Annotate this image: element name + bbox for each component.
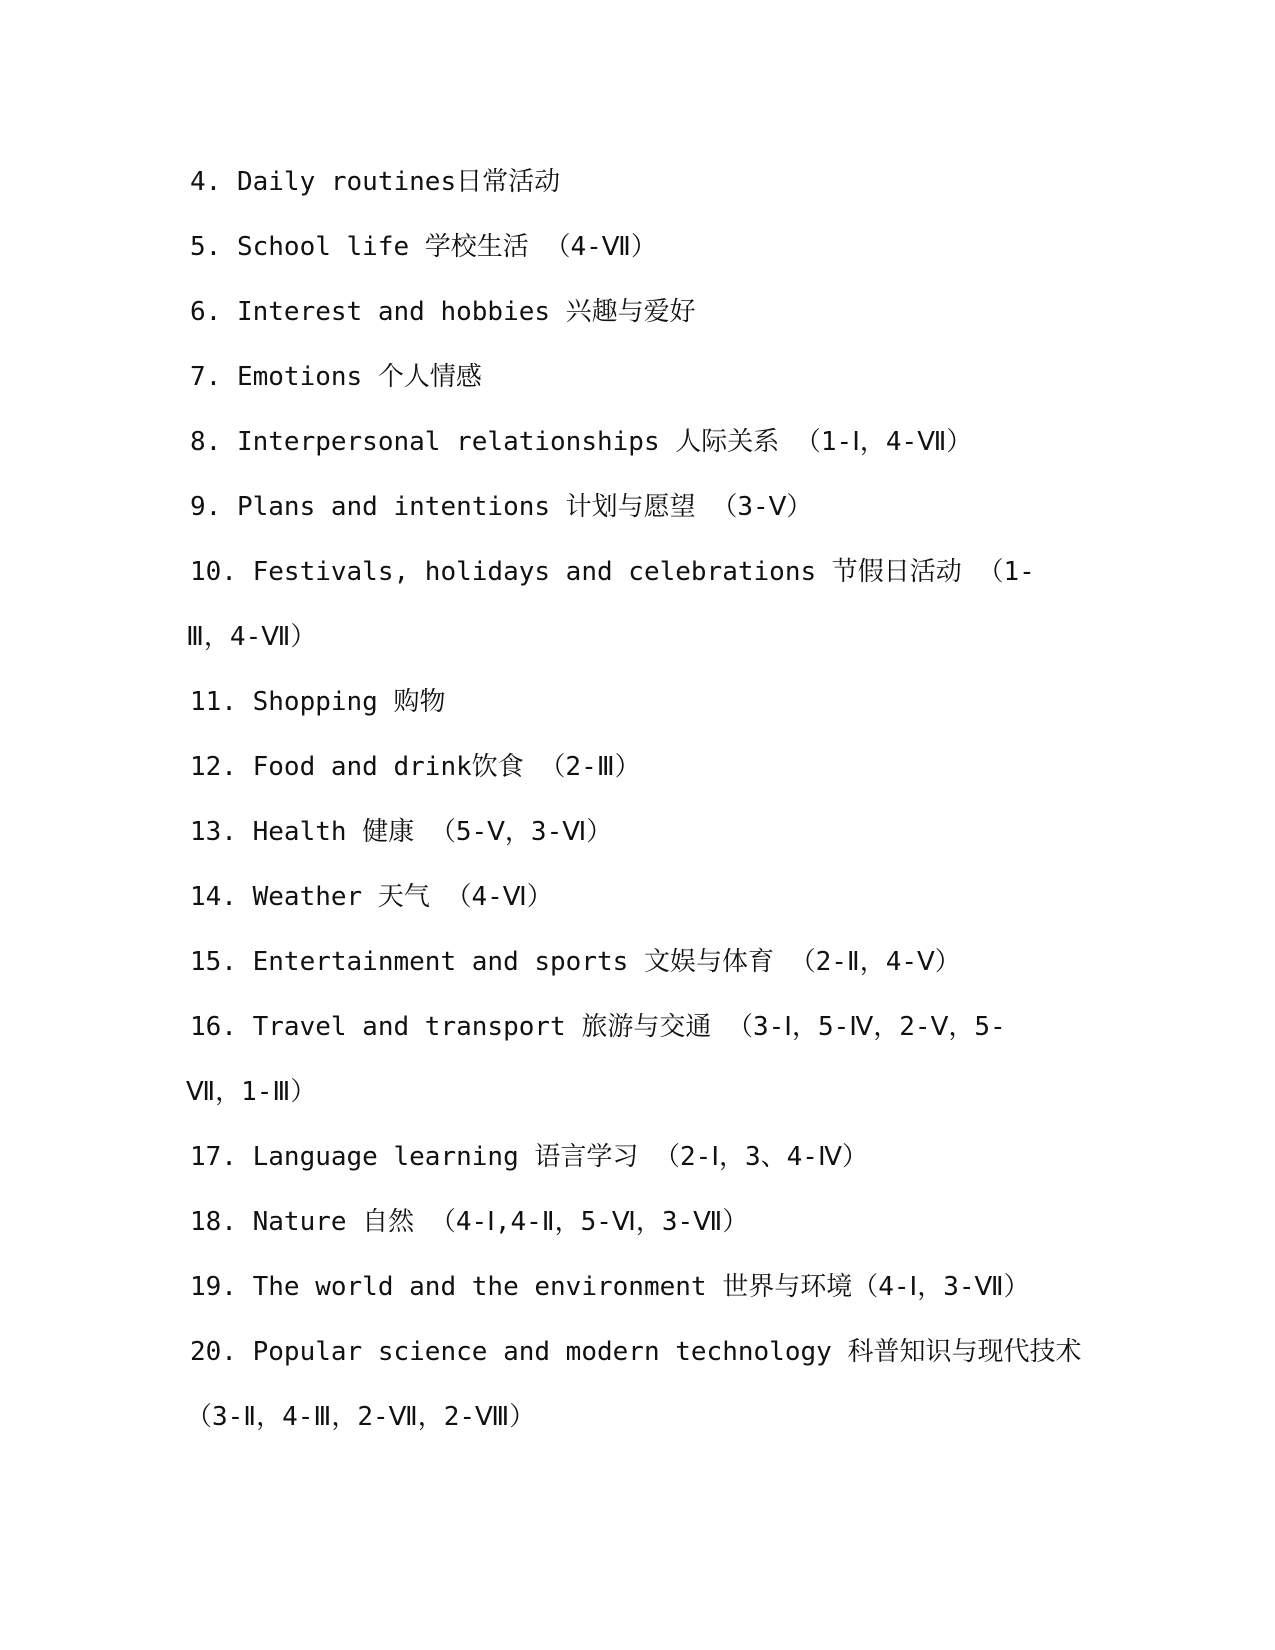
topic-item-5: 5. School life 学校生活 （4-Ⅶ） [190, 232, 657, 262]
topic-list [186, 160, 1082, 1460]
topic-item-13: 13. Health 健康 （5-Ⅴ，3-Ⅵ） [190, 817, 613, 847]
topic-item-16-continued: Ⅶ，1-Ⅲ） [186, 1077, 317, 1107]
topic-item-4: 4. Daily routines日常活动 [190, 167, 561, 197]
topic-item-16: 16. Travel and transport 旅游与交通 （3-Ⅰ，5-Ⅳ，2-Ⅴ，5- [190, 1012, 1006, 1042]
topic-item-9: 9. Plans and intentions 计划与愿望 （3-Ⅴ） [190, 492, 813, 522]
topic-item-12: 12. Food and drink饮食 （2-Ⅲ） [190, 752, 641, 782]
topic-item-20-continued: （3-Ⅱ，4-Ⅲ，2-Ⅶ，2-Ⅷ） [186, 1402, 536, 1432]
topic-item-7: 7. Emotions 个人情感 [190, 362, 482, 392]
topic-item-19: 19. The world and the environment 世界与环境（4-Ⅰ，3-Ⅶ） [190, 1272, 1030, 1302]
topic-item-8: 8. Interpersonal relationships 人际关系 （1-Ⅰ，4-Ⅶ） [190, 427, 973, 457]
topic-item-20: 20. Popular science and modern technology 科普知识与现代技术 [190, 1337, 1082, 1367]
topic-item-10: 10. Festivals, holidays and celebrations 节假日活动 （1- [190, 557, 1035, 587]
topic-item-14: 14. Weather 天气 （4-Ⅵ） [190, 882, 553, 912]
topic-item-18: 18. Nature 自然 （4-Ⅰ,4-Ⅱ，5-Ⅵ，3-Ⅶ） [190, 1207, 749, 1237]
topic-item-17: 17. Language learning 语言学习 （2-Ⅰ，3、4-Ⅳ） [190, 1142, 868, 1172]
topic-item-6: 6. Interest and hobbies 兴趣与爱好 [190, 297, 696, 327]
topic-item-10-continued: Ⅲ，4-Ⅶ） [186, 622, 317, 652]
topic-item-15: 15. Entertainment and sports 文娱与体育 （2-Ⅱ，4-Ⅴ） [190, 947, 961, 977]
topic-item-11: 11. Shopping 购物 [190, 687, 446, 717]
